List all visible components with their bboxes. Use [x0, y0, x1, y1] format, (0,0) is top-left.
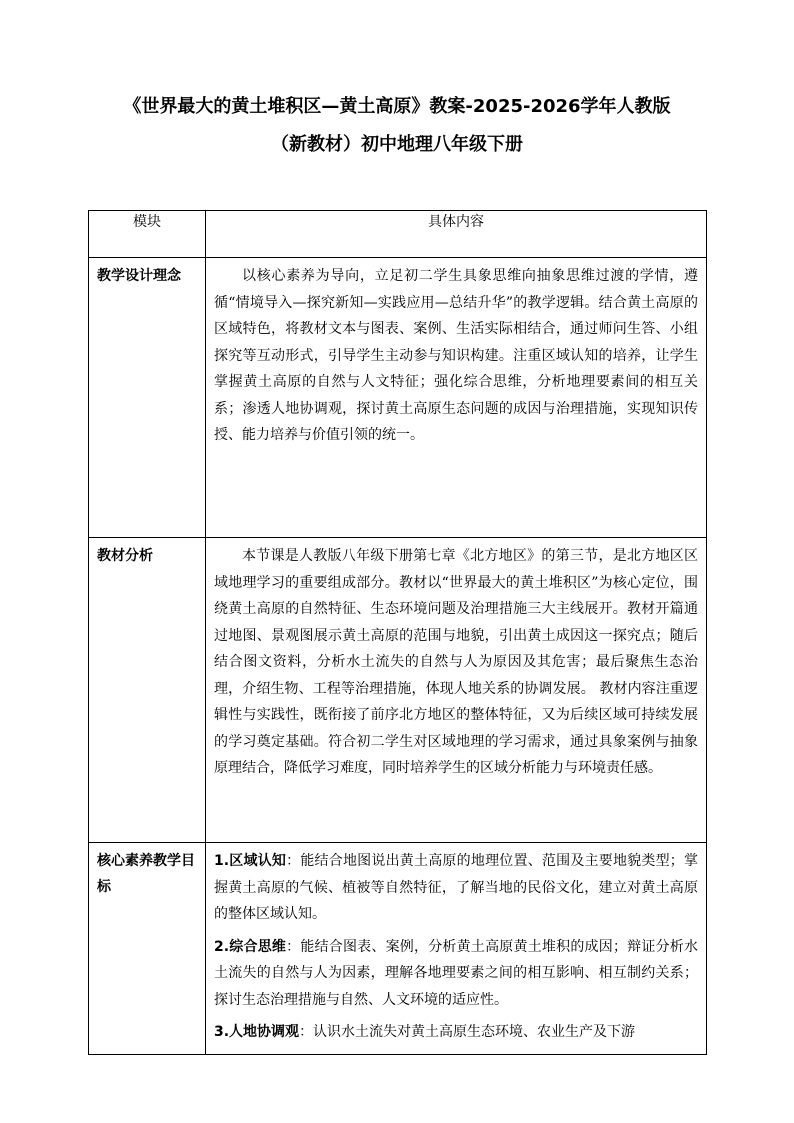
material-analysis-text: 本节课是人教版八年级下册第七章《北方地区》的第三节，是北方地区区域地理学习的重要组成部分。教材以“世界最大的黄土堆积区”为核心定位，围绕黄土高原的自然特征、生态环境问题及治理措施三大主线展开。教材开篇通过地图、景观图展示黄土高原的范围与地貌，引出黄土成因这一探究点；随后结合图文资料，分析水土流失的自然与人为原因及其危害；最后聚焦生态治理，介绍生物、工程等治理措施，体现人地关系的协调发展。 教材内容注重逻辑性与实践性，既衔接了前序北方地区的整体特征，又为后续区域可持续发展的学习奠定基础。符合初二学生对区域地理的学习需求，通过具象案例与抽象原理结合，降低学习难度，同时培养学生的区域分析能力与环境责任感。	[214, 548, 698, 776]
row-content-core-goals	[206, 843, 707, 1055]
row-label-material-analysis: 教材分析	[89, 538, 206, 843]
header-content: 具体内容	[206, 211, 707, 258]
goal-title: 3.人地协调观	[214, 1024, 300, 1040]
design-concept-text: 以核心素养为导向，立足初二学生具象思维向抽象思维过渡的学情，遵循“情境导入—探究新知—实践应用—总结升华”的教学逻辑。结合黄土高原的区域特色，将教材文本与图表、案例、生活实际相结合，通过师问生答、小组探究等互动形式，引导学生主动参与知识构建。注重区域认知的培养，让学生掌握黄土高原的自然与人文特征；强化综合思维，分析地理要素间的相互关系；渗透人地协调观，探讨黄土高原生态问题的成因与治理措施，实现知识传授、能力培养与价值引领的统一。	[214, 268, 698, 443]
goal-item-regional-cognition	[214, 848, 698, 928]
row-label-design-concept: 教学设计理念	[89, 258, 206, 538]
row-label-core-goals: 核心素养教学目标	[89, 843, 206, 1055]
table-header-row	[89, 211, 707, 258]
row-content-design-concept	[206, 258, 707, 538]
header-module: 模块	[89, 211, 206, 258]
table-row-core-goals	[89, 843, 707, 1055]
goal-text: ：能结合图表、案例，分析黄土高原黄土堆积的成因；辩证分析水土流失的自然与人为因素，理解各地理要素之间的相互影响、相互制约关系；探讨生态治理措施与自然、人文环境的适应性。	[214, 938, 699, 1008]
table-row-design-concept	[89, 258, 707, 538]
document-title-line2: （新教材）初中地理八年级下册	[271, 134, 523, 155]
goal-title: 1.区域认知	[214, 853, 287, 869]
goal-text: ：认识水土流失对黄土高原生态环境、农业生产及下游	[299, 1024, 636, 1040]
goal-title: 2.综合思维	[214, 938, 287, 955]
goal-item-comprehensive-thinking	[214, 934, 698, 1014]
document-title-line1: 《世界最大的黄土堆积区—黄土高原》教案-2025-2026学年人教版	[123, 96, 671, 117]
lesson-plan-table	[88, 210, 707, 1055]
row-content-material-analysis	[206, 538, 707, 843]
goal-text: ：能结合地图说出黄土高原的地理位置、范围及主要地貌类型；掌握黄土高原的气候、植被等自然特征，了解当地的民俗文化，建立对黄土高原的整体区域认知。	[214, 853, 699, 922]
goal-item-human-land-harmony	[214, 1019, 698, 1046]
table-row-material-analysis	[89, 538, 707, 843]
